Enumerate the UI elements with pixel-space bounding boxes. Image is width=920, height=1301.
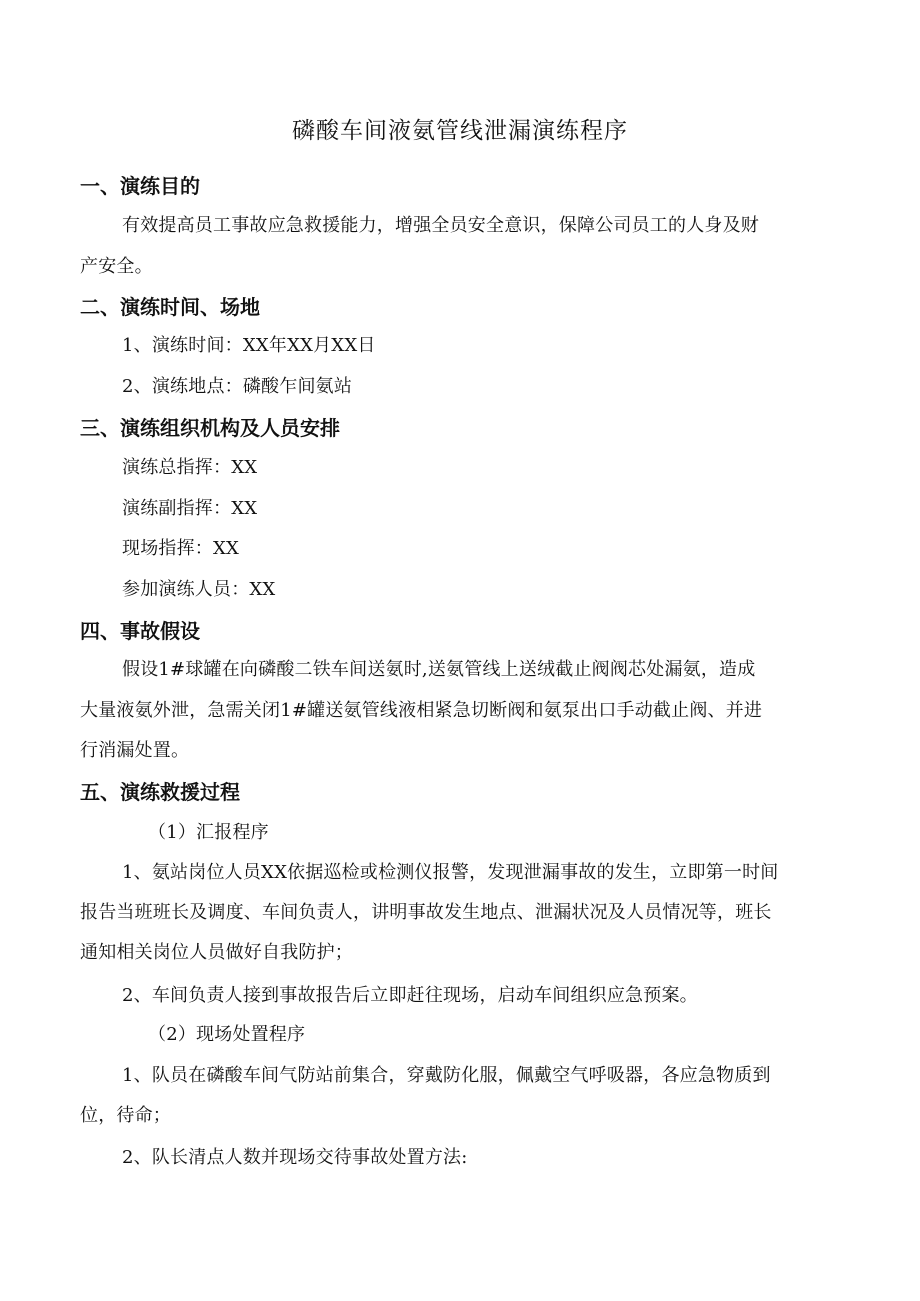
report-line-4: 2、车间负责人接到事故报告后立即赶往现场，启动车间组织应急预案。 (122, 985, 698, 1006)
drill-time: 1、演练时间：XX年XX月XX日 (122, 335, 376, 356)
report-line-3: 通知相关岗位人员做好自我防护； (80, 942, 353, 963)
section-heading-hypothesis: 四、事故假设 (80, 619, 200, 643)
onsite-line-1: 1、队员在磷酸车间气防站前集合，穿戴防化服，佩戴空气呼吸器，各应急物质到 (122, 1065, 771, 1086)
document-title: 磷酸车间液氨管线泄漏演练程序 (292, 118, 628, 144)
drill-place: 2、演练地点：磷酸乍间氨站 (122, 376, 353, 397)
commander-in-chief: 演练总指挥：XX (122, 457, 258, 478)
report-line-1: 1、氨站岗位人员XX依据巡检或检测仪报警，发现泄漏事故的发生，立即第一时间 (122, 862, 779, 883)
purpose-line-2: 产安全。 (80, 256, 153, 277)
onsite-line-3: 2、队长清点人数并现场交待事故处置方法: (122, 1147, 468, 1168)
hypothesis-line-3: 行消漏处置。 (80, 740, 190, 761)
onsite-line-2: 位，待命； (80, 1105, 171, 1126)
section-heading-purpose: 一、演练目的 (80, 174, 200, 198)
hypothesis-line-2: 大量液氨外泄，急需关闭1#罐送氨管线液相紧急切断阀和氨泵出口手动截止阀、并进 (80, 700, 763, 721)
section-heading-time-place: 二、演练时间、场地 (80, 295, 260, 319)
report-procedure-title: （1）汇报程序 (148, 822, 269, 843)
onsite-procedure-title: （2）现场处置程序 (148, 1024, 306, 1045)
purpose-line-1: 有效提高员工事故应急救援能力，增强全员安全意识，保障公司员工的人身及财 (122, 215, 759, 236)
deputy-commander: 演练副指挥：XX (122, 498, 258, 519)
hypothesis-line-1: 假设1#球罐在向磷酸二铁车间送氨时,送氨管线上送绒截止阀阀芯处漏氨，造成 (122, 659, 756, 680)
participants: 参加演练人员：XX (122, 579, 276, 600)
onsite-commander: 现场指挥：XX (122, 538, 240, 559)
section-heading-organization: 三、演练组织机构及人员安排 (80, 416, 340, 440)
section-heading-process: 五、演练救援过程 (80, 780, 240, 804)
report-line-2: 报告当班班长及调度、车间负责人，讲明事故发生地点、泄漏状况及人员情况等，班长 (80, 902, 772, 923)
